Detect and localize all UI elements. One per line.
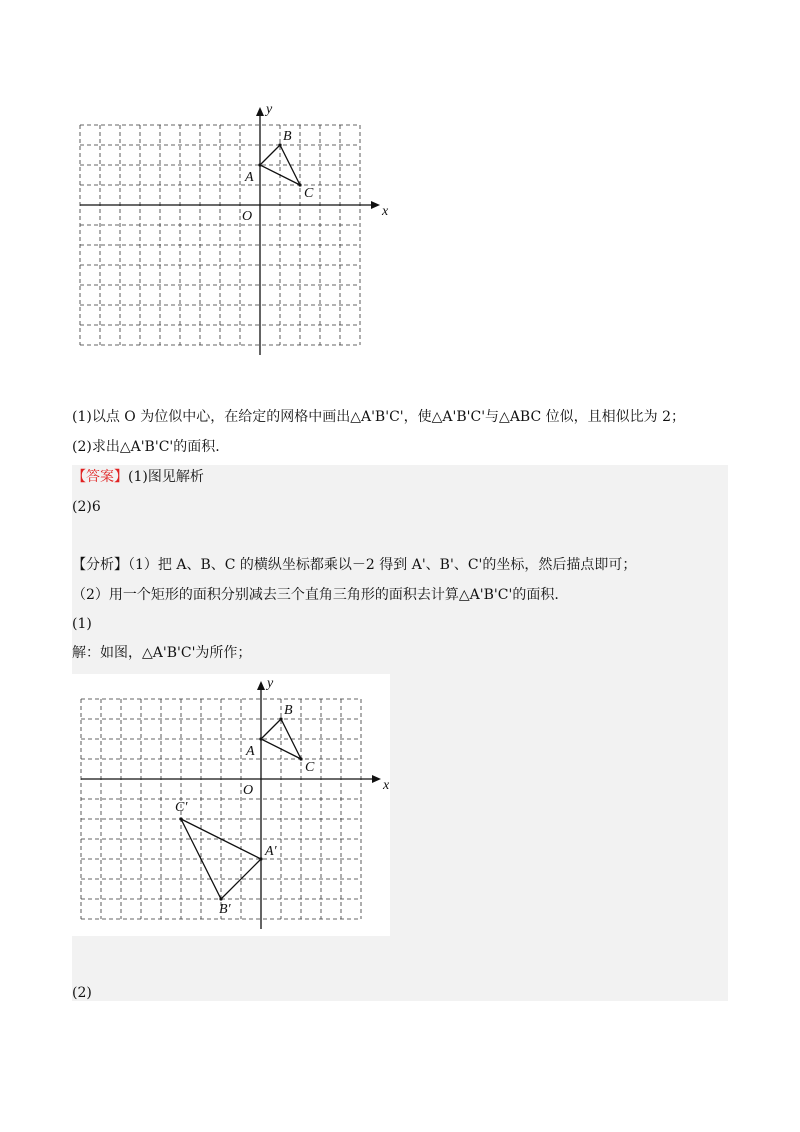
analysis-line-2: （2）用一个矩形的面积分别减去三个直角三角形的面积去计算△A'B'C'的面积. [72, 587, 559, 603]
point-label: B [283, 129, 292, 144]
x-axis-arrow [372, 775, 381, 783]
point-label: B′ [219, 902, 231, 917]
point-label: C′ [175, 800, 188, 815]
point-label: A [246, 744, 255, 759]
coordinate-figure-1 [60, 95, 400, 370]
y-axis-arrow [257, 681, 265, 690]
point-label: B [284, 703, 293, 718]
point-label: A′ [265, 844, 277, 859]
answer-part-1: (1)图见解析 [128, 469, 204, 485]
analysis-sub-2: (2) [72, 985, 92, 1001]
point-c-prime [179, 817, 182, 820]
point-c [298, 183, 301, 186]
analysis-tag: 【分析】 [72, 557, 128, 573]
answer-line-1 [72, 468, 204, 486]
origin-label: O [243, 783, 254, 798]
point-a [259, 737, 262, 740]
analysis-text-1: （1）把 A、B、C 的横纵坐标都乘以－2 得到 A'、B'、C'的坐标，然后描点即可； [128, 557, 637, 573]
analysis-sub-1: (1) [72, 616, 92, 632]
figure-1-svg [60, 95, 400, 370]
analysis-line-1 [72, 556, 636, 574]
analysis-solution: 解：如图，△A'B'C'为所作； [72, 645, 252, 661]
y-axis-label: y [267, 676, 274, 691]
point-label: C [304, 186, 314, 201]
point-label: A [245, 170, 254, 185]
x-axis-label: x [383, 778, 390, 793]
question-part-2: (2)求出△A'B'C'的面积. [72, 439, 220, 455]
point-b-prime [219, 897, 222, 900]
point-b [279, 717, 282, 720]
point-a [258, 163, 261, 166]
point-c [299, 757, 302, 760]
point-b [278, 143, 281, 146]
x-axis-arrow [371, 201, 380, 209]
point-label: C [305, 760, 315, 775]
figure-2-svg [60, 674, 390, 936]
y-axis-arrow [256, 107, 264, 116]
point-a-prime [259, 857, 262, 860]
coordinate-figure-2 [72, 674, 390, 936]
answer-tag: 【答案】 [72, 469, 128, 485]
x-axis-label: x [382, 204, 389, 219]
answer-part-2: (2)6 [72, 499, 101, 515]
y-axis-label: y [266, 102, 273, 117]
question-part-1: (1)以点 O 为位似中心，在给定的网格中画出△A'B'C'，使△A'B'C'与△ABC 位似，且相似比为 2； [72, 409, 685, 425]
origin-label: O [242, 209, 253, 224]
